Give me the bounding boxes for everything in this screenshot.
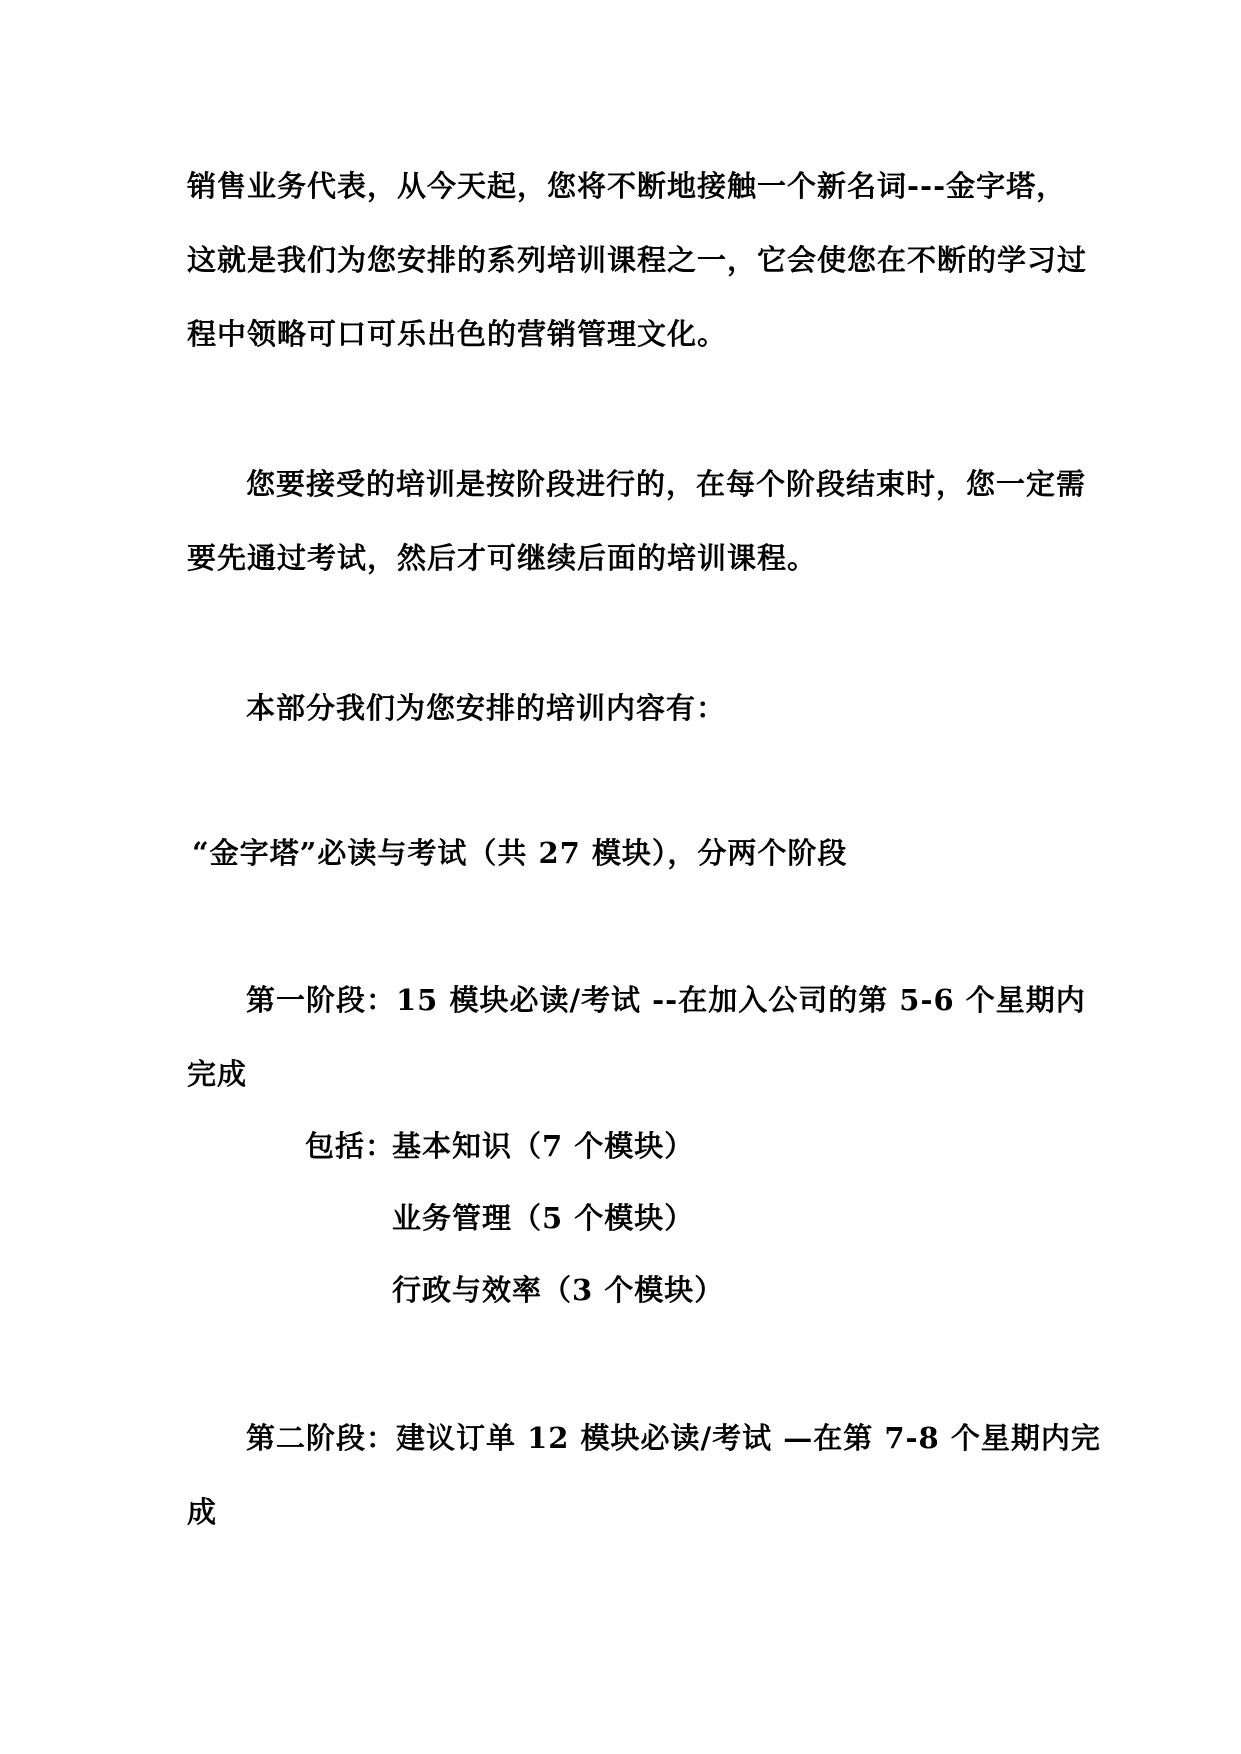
stage-two-line-1: 第二阶段：建议订单 12 模块必读/考试 —在第 7-8 个星期内完: [246, 1421, 1101, 1455]
intro-line-2: 这就是我们为您安排的系列培训课程之一，它会使您在不断的学习过: [187, 243, 1088, 277]
intro-line-3: 程中领略可口可乐出色的营销管理文化。: [187, 317, 728, 351]
stages-note-line-2: 要先通过考试，然后才可继续后面的培训课程。: [187, 541, 818, 575]
pyramid-title: “金字塔”必读与考试（共 27 模块），分两个阶段: [192, 836, 848, 870]
stage-one-line-1: 第一阶段：15 模块必读/考试 --在加入公司的第 5-6 个星期内: [246, 983, 1086, 1017]
includes-item-business-management: 业务管理（5 个模块）: [392, 1201, 695, 1235]
includes-label: 包括：: [305, 1129, 396, 1163]
stage-two-line-2: 成: [187, 1495, 218, 1529]
stages-note-line-1: 您要接受的培训是按阶段进行的，在每个阶段结束时，您一定需: [246, 467, 1087, 501]
content-intro: 本部分我们为您安排的培训内容有：: [246, 691, 727, 725]
includes-item-basic-knowledge: 基本知识（7 个模块）: [392, 1129, 695, 1163]
includes-item-admin-efficiency: 行政与效率（3 个模块）: [392, 1273, 725, 1307]
stage-one-line-2: 完成: [187, 1057, 248, 1091]
intro-line-1: 销售业务代表，从今天起，您将不断地接触一个新名词---金字塔，: [187, 169, 1067, 203]
